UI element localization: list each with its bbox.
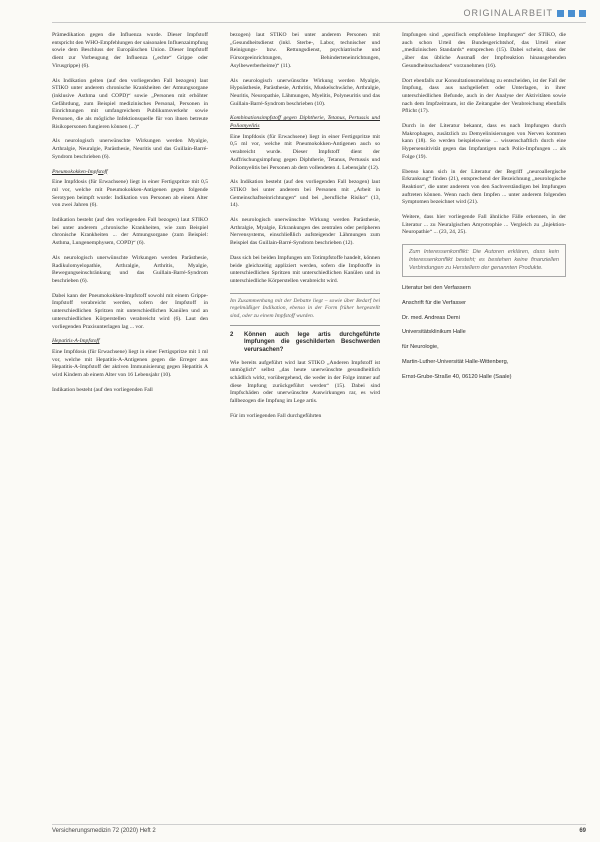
literature-note: Literatur bei den Verfassern — [402, 285, 471, 292]
paragraph: Indikation besteht (auf den vorliegenden Fall — [52, 386, 153, 393]
header-square-icon — [568, 10, 575, 17]
subheading: Hepatitis-A-Impfstoff — [52, 338, 100, 345]
address-line: Dr. med. Andreas Demi — [402, 314, 460, 321]
paragraph: Eine Impfdosis (für Erwachsene) liegt in einer Fertigspritze mit 0,5 ml vor, welche mit Pneumokokken-Antigenen gegen folgende Serotypen beimpft wurde: Indikation von Personen ab einem Alter von zwei Jahren (6). — [52, 179, 208, 209]
paragraph: Eine Impfdosis (für Erwachsene) liegt in einer Fertigspritze mit 1 ml vor, welche mit Hepatitis-A-Antigenen gegen die Erreger aus Hepatitis-A-Impfstoff der aktiven Immunisierung gegen Hepatitis A wird Kindern ab einem Alter von 16 Lebensjahr (10). — [52, 348, 208, 379]
address-line: für Neurologie, — [402, 344, 439, 351]
paragraph: Als neurologisch unerwünschte Wirkungen werden Parästhesie, Radikulomyelopathie, Arthralgie, Arthritis, Myalgie, Bewegungseinschränkung und das Guillain-Barré-Syndrom beschrieben (6). — [52, 254, 208, 284]
subheading: Pneumokokken-Impfstoff — [52, 168, 108, 175]
page-number: 69 — [579, 828, 586, 834]
paragraph: Indikation besteht (auf den vorliegenden Fall bezogen) laut STIKO bei unter anderem „chronische Krankheiten, wie zum Beispiel chronische Krankheiten ... der Atmungsorgane (zum Beispiel: Asthma, Lungenemphysem, COPD)“ (6). — [52, 217, 208, 247]
paragraph: bezogen) laut STIKO bei unter anderem Personen mit „Gesundheitsdienst (inkl. Sterbe-, Labor, technischer und Reinigungs- bzw. Rettungsdienst, psychiatrische und Fürsorgeeinrichtungen, Behinderteneinrichtungen, Asylbewerberheime)“ (11). — [230, 32, 380, 69]
paragraph: Als Indikation gelten (auf den vorliegenden Fall bezogen) laut STIKO unter anderem chronische Krankheiten der Atmungsorgane (inklusive Asthma und COPD)“ sowie „Personen mit erhöhter Gefährdung, zum Beispiel medizinisches Personal, Personen in Einrichtungen mit umfangreichem Publikumsverkehr sowie Personen, die als mögliche Infektionsquelle für von ihnen betreute Risikopersonen fungieren können (...)“ — [52, 77, 208, 130]
header-square-icon — [579, 10, 586, 17]
address-heading: Anschrift für die Verfasser — [402, 299, 467, 306]
paragraph: Für im vorliegenden Fall durchgeführten — [230, 412, 322, 419]
paragraph: Eine Impfdosis (für Erwachsene) liegt in einer Fertigspritze mit 0,5 ml vor, welche mit Pneumokokken-Antigenen auch so verabreicht wurde. Dieser Impfstoff dient der Auffrischungsimpfung gegen Diphtherie, Tetanus, Pertussis und Poliomyelitis bei Personen ab dem vollendeten 4. Lebensjahr (12). — [230, 133, 380, 171]
paragraph: Durch in der Literatur bekannt, dass es nach Impfungen durch Makrophagen, zusätzlich zu Demyelinisierungen von Nerven kommen kann (18). So werden beispielsweise ... wissenschaftlich durch eine Hypersensitivität gegen das Impfantigen nach Polio-Impfungen ... als Folge (19). — [402, 123, 566, 160]
paragraph: Dabei kann der Pneumokokken-Impfstoff sowohl mit einem Grippe-Impfstoff verabreicht werden, sofern der Impfstoff in unterschiedlichen Spritzen mit unterschiedlichen Kanülen und an unterschiedlichen Körperstellen verabreicht wird (6). Laut den vorliegenden Praxisunterlagen lag ... vor. — [52, 292, 208, 330]
paragraph: Dass sich bei beiden Impfungen um Totimpfstoffe handelt, können beide gleichzeitig appliziert werden, sofern die Impfstoffe in unterschiedlichen Spritzen mit unterschiedlichen Kanülen und in unterschiedliche Körperstellen verabreicht wird. — [230, 254, 380, 284]
paragraph: Impfungen sind „spezifisch empfohlene Impfungen“ der STIKO, die auch schon Urteil des Bundesgerichtshof, das Urteil einer „medizinischen Standards“ entsprechen (15). Dabei scheint, dass der „über das übliche Ausmaß der Impfreaktion hinausgehenden Gesundheitsschadens“ vorzunehmen (16). — [402, 32, 566, 69]
page-footer — [52, 824, 586, 834]
question-heading — [230, 332, 380, 355]
question-text: Können auch lege artis durchgeführte Impfungen die geschilderten Beschwerden verursachen? — [244, 331, 380, 353]
paragraph: Wie bereits aufgeführt wird laut STIKO „Anderen Impfstoff ist unmöglich“ selbst „das heute unerwünschte gesundheitlich schädlich wirkt, vorübergehend, die weder in der Folge immer auf diese Impfung zurückgeführt werden“ (15). Dabei sind Impfschäden oder unerwünschte Auswirkungen rar, es wird fallbezogen die Impfung im Lege artis. — [230, 359, 380, 405]
text-column-2 — [230, 32, 380, 428]
address-line: Ernst-Grube-Straße 40, 06120 Halle (Saale) — [402, 373, 512, 380]
paragraph: Prämedikation gegen die Influenza wurde. Dieser Impfstoff entspricht den WHO-Empfehlungen der saisonalen Influenzaimpfung sowie dem Beschluss der Europäischen Union. Dieser Impfstoff dient zur Vorbeugung der Influenza („echte“ Grippe oder Virusgrippe) (6). — [52, 32, 208, 69]
interest-note-box: Zum Interessenkonflikt: Die Autoren erklären, dass kein Interessenkonflikt besteht; es bestehen keine finanziellen Verbindungen zu Herstellern der genannten Produkte. — [402, 244, 566, 277]
paragraph: Als neurologisch unerwünschte Wirkungen werden Myalgie, Arthralgie, Neuralgie, Parästhesie, Neuritis und das Guillain-Barré-Syndrom beschrieben (6). — [52, 138, 208, 160]
text-column-1 — [52, 32, 208, 401]
paragraph: Dort ebenfalls zur Konsultationsmeldung zu entscheiden, ist der Fall der Impfung, dass aus nachgeliefert oder Unterlagen, in ihrer unterschiedlichen Befunde, auch in der Analyse der Aktivitäten sowie nach dem Impfzeitraum, ist die Zeitangabe der Verabreichung ebenfalls Pflicht (17). — [402, 77, 566, 115]
summary-box: Im Zusammenhang mit der Debatte liegt – sowie über Bedarf bei regelmäßiger Indikation, ebenso in der Form früher hergestellt sind, oder zu einem Impfstoff wurden. — [230, 293, 380, 326]
question-number: 2 — [230, 331, 234, 338]
header-rule — [52, 22, 586, 23]
subheading: Kombinationsimpfstoff gegen Diphtherie, Tetanus, Pertussis und Poliomyelitis — [230, 115, 380, 130]
address-line: Universitätsklinikum Halle — [402, 329, 466, 336]
journal-citation: Versicherungsmedizin 72 (2020) Heft 2 — [52, 828, 156, 834]
paragraph: Als neurologisch unerwünschte Wirkung werden Myalgie, Hypoästhesie, Parästhesie, Arthritis, Muskelschwäche, Arthralgie, Neuritis, Neuropathie, Lähmungen, Myelitis, Polyneuritis und das Guillain-Barré-Syndrom beschrieben (10). — [230, 77, 380, 107]
paragraph: Ebenso kann sich in der Literatur der Begriff „neuroallergische Erkrankung“ finden (21), entsprechend der Bezeichnung „neurologische Reaktion“, die unter anderem von den Sachverständigen bei Impfungen auftreten können. Wenn nach dem Impfen ... unter anderem folgenden Symptomen bezeichnet wird (21). — [402, 168, 566, 206]
paragraph: Weitere, dass hier vorliegende Fall ähnliche Fälle erkennen, in der Literatur ... zu Neuralgischen Amyotrophie ... Vergleich zu „Injektion-Neuropathie“ ... (23, 24, 25). — [402, 214, 566, 236]
paragraph: Als Indikation besteht (auf den vorliegenden Fall bezogen) laut STIKO bei unter anderem bei Personen mit „Arbeit in Gemeinschaftseinrichtungen“ und bei „berufliche Risiko“ (13, 14). — [230, 179, 380, 209]
header-square-icon — [557, 10, 564, 17]
section-header — [463, 8, 586, 18]
address-line: Martin-Luther-Universität Halle-Wittenberg, — [402, 358, 509, 365]
section-label: ORIGINALARBEIT — [463, 8, 553, 18]
paragraph: Als neurologisch unerwünschte Wirkung werden Parästhesie, Arthralgie, Myalgie, Erkrankungen des zentralen oder peripheren Nervensystems, einschließlich aufsteigender Lähmungen zum Beispiel das Guillain-Barré-Syndrom beschrieben (12). — [230, 217, 380, 247]
text-column-3 — [402, 32, 566, 388]
